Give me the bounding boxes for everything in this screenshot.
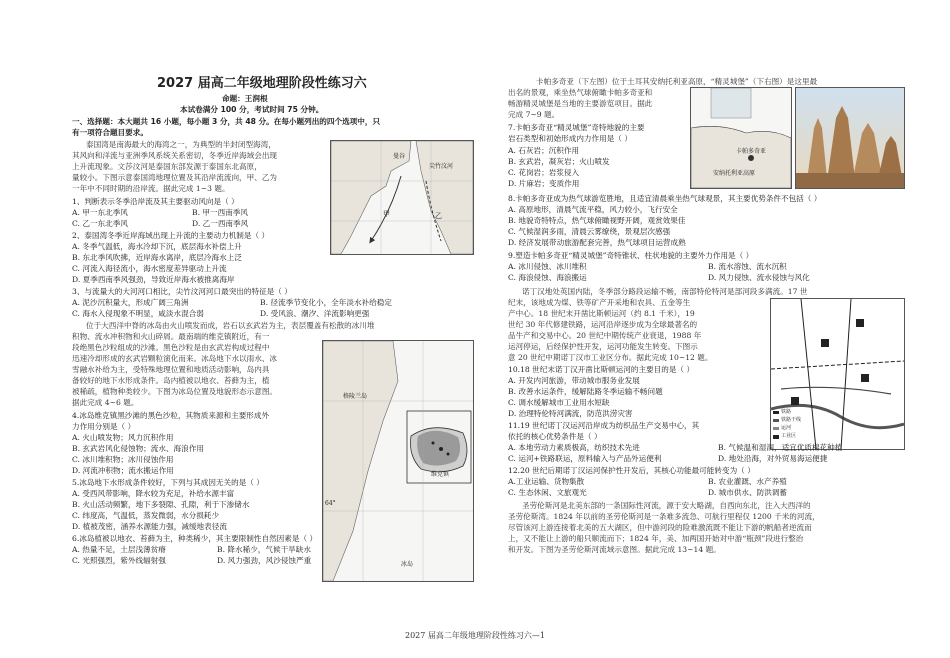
q5-option-d[interactable]: D. 植被茂密，涵养水源能力强，减缓地表径流	[72, 522, 227, 531]
question-1-stem: 1、判断表示冬季沿岸流及其主要驱动风向是（ ）	[72, 197, 239, 206]
q10-option-c[interactable]: C. 调水缓解城市工业用水短缺	[508, 398, 610, 407]
q9-option-b[interactable]: B. 流水溶蚀、流水沉积	[708, 262, 787, 271]
q12-option-a[interactable]: A.工业运输、货物集散	[508, 477, 585, 486]
q4-option-d[interactable]: D. 河流冲积物；流水搬运作用	[72, 466, 174, 475]
question-8-stem: 8.卡帕多奇亚成为热气球游览胜地，且适宜清晨乘坐热气球观景，其主要优势条件不包括（ ）	[508, 194, 822, 203]
passage-line: 上升流现象。文莎汶河是泰国东部发源于泰国东北高原，	[72, 162, 262, 171]
legend-industrial: 工业区	[781, 433, 797, 439]
q5-option-b[interactable]: B. 火山活动频繁，地下多裂隙、孔隙，利于下渗储水	[72, 500, 250, 509]
legend-railway: 铁路	[781, 409, 792, 415]
map-label-greenland: 格陵兰岛	[343, 393, 368, 400]
map-label-yi: 乙	[435, 212, 442, 220]
fairy-chimney-svg	[796, 88, 904, 188]
passage-line: 据此完成 4~6 题。	[72, 398, 139, 407]
q10-option-a[interactable]: A. 开发内河旅游，带动城市服务业发展	[508, 376, 640, 385]
passage-line: 诺丁汉地处英国内陆，冬季部分路段运输不畅，南部特伦特河是部河段多满流。17 世	[522, 287, 808, 296]
question-4-stem: 4.冰岛维克镇黑沙滩的黑色沙粒，其物质来源和主要形成外	[72, 411, 270, 420]
q3-option-c[interactable]: C. 海水入侵现象不明显，咸淡水混合弱	[72, 309, 204, 318]
map-label-lat: 64°	[325, 500, 336, 507]
q1-option-a[interactable]: A. 甲一东北季风	[72, 208, 128, 217]
q7-option-d[interactable]: D. 片麻岩；变质作用	[508, 179, 580, 188]
q8-option-a[interactable]: A. 高原地形，清晨气流平稳，风力较小，飞行安全	[508, 205, 678, 214]
iceland-map-svg	[323, 341, 473, 581]
passage-line: 产中心。18 世纪末开凿比斯顿运河（约 8.1 千米），19	[508, 309, 695, 318]
legend-canal: 运河	[781, 425, 792, 431]
q6-option-a[interactable]: A. 热量不足，土层浅薄贫瘠	[72, 545, 166, 554]
score-info: 本试卷满分 100 分，考试时间 75 分钟。	[180, 105, 324, 114]
turkey-map	[690, 87, 792, 189]
nottingham-map	[770, 298, 905, 450]
legend-main-railway: 铁路干线	[781, 417, 802, 423]
gulf-of-thailand-map	[330, 140, 474, 255]
passage-line: 泰国湾是南海最大的海湾之一，为典型的半封闭型海湾，	[86, 140, 276, 149]
iceland-map	[322, 340, 474, 582]
q2-option-c[interactable]: C. 河流入海径流小，海水密度差异驱动上升流	[72, 264, 227, 273]
passage-line: 备较好的地下水形成条件。岛内植被以地衣、苔藓为主，植	[72, 376, 270, 385]
passage-line: 迅速冷却形成的玄武岩颗粒演化而来。冰岛地下水以雨水、冰	[72, 354, 278, 363]
question-11-stem: 11.19 世纪诺丁汉运河沿岸成为纺织品生产交易中心，其	[508, 421, 700, 430]
q7-option-a[interactable]: A. 石灰岩；沉积作用	[508, 146, 580, 155]
q11-option-c[interactable]: C. 运河+铁路联运，原料输入与产品外运便利	[508, 454, 662, 463]
q2-option-b[interactable]: B. 东北季风吹拂，近岸海水离岸，底层冷海水上泛	[72, 253, 242, 262]
passage-line: 被稀疏，植物种类较少。下图为冰岛位置及地貌形态示意图。	[72, 387, 278, 396]
q3-option-b[interactable]: B. 径流季节变化小，全年淡水补给稳定	[260, 298, 392, 307]
q4-option-c[interactable]: C. 冰川堆积物；冰川侵蚀作用	[72, 455, 174, 464]
q9-option-c[interactable]: C. 海浪侵蚀、海浪搬运	[508, 273, 587, 282]
q5-option-c[interactable]: C. 纬度高，气温低，蒸发微弱，水分损耗少	[72, 511, 220, 520]
passage-line: 其风向和洋流与亚洲季风系统关系密切，冬季近岸海域会出现	[72, 151, 278, 160]
author-line: 命题：王润根	[222, 94, 268, 103]
q3-option-d[interactable]: D. 受风浪、潮汐、洋流影响更强	[260, 309, 370, 318]
map-label-anatolia: 安纳托利亚高原	[713, 170, 756, 177]
question-10-stem: 10.18 世纪末诺丁汉开凿比斯顿运河的主要目的是（ ）	[508, 365, 695, 374]
q12-option-c[interactable]: C. 生态休闲、文旅观光	[508, 488, 587, 497]
q2-option-d[interactable]: D. 夏季西南季风强劲，导致近岸海水被推离海岸	[72, 275, 235, 284]
passage-line: 段绝黑色沙粒组成的沙滩。黑色沙粒是由玄武岩构成过程中	[72, 343, 270, 352]
q10-option-d[interactable]: D. 治理特伦特河满流，防范洪涝灾害	[508, 409, 633, 418]
question-9-stem: 9.塑造卡帕多奇亚“精灵城堡”奇特锥状、柱状地貌的主要外力作用是（ ）	[508, 251, 754, 260]
passage-line: 和开发。下图为圣劳伦斯河流域示意图。据此完成 13~14 题。	[508, 545, 721, 554]
question-5-stem: 5.冰岛地下水形成条件较好，下列与其成因无关的是（ ）	[72, 478, 264, 487]
passage-line: 卡帕多奇亚（下左图）位于土耳其安纳托利亚高原，“精灵城堡”（下右图）是这里最	[536, 77, 818, 86]
q1-option-d[interactable]: D. 乙一西南季风	[192, 219, 249, 228]
passage-line: 尽管该河上游连接着北美的五大湖区，但中游河段的险难激流既不能让下游的帆船者逆流而	[508, 523, 812, 532]
map-label-river: 尖竹汶河	[429, 163, 454, 170]
map-label-iceland: 冰岛	[401, 561, 414, 568]
q11-option-b[interactable]: B. 气候温和湿润，适宜优质棉花种植	[718, 443, 843, 452]
map-label-vik: 维克镇	[431, 471, 450, 478]
q4-option-a[interactable]: A. 火山喷发物；风力沉积作用	[72, 433, 174, 442]
question-12-stem: 12.20 世纪后期诺丁汉运河保护性开发后，其核心功能最可能转变为（ ）	[508, 466, 755, 475]
question-4-stem-cont: 力作用分别是（ ）	[72, 422, 136, 431]
q12-option-b[interactable]: B. 农业灌溉、水产养殖	[708, 477, 787, 486]
q10-option-b[interactable]: B. 改善水运条件，缓解陆路冬季运输不畅问题	[508, 387, 663, 396]
passage-line: 完成 7~9 题。	[508, 110, 560, 119]
q2-option-a[interactable]: A. 冬季气温低，海水冷却下沉，底层海水补偿上升	[72, 242, 242, 251]
q7-option-c[interactable]: C. 花岗岩；岩浆侵入	[508, 168, 580, 177]
q8-option-b[interactable]: B. 地貌奇特特点，热气球俯瞰视野开阔，观赏效果佳	[508, 216, 686, 225]
passage-line: 量较小。下图示意泰国湾地理位置及其沿岸流流向，甲、乙为	[72, 173, 278, 182]
question-3-stem: 3、与流量大的大河河口相比，尖竹汶河河口最突出的特征是（ ）	[72, 287, 292, 296]
passage-line: 积物、流水冲积物和火山碎屑。最南端的维克镇附近，有一	[72, 332, 270, 341]
q1-option-c[interactable]: C. 乙一东北季风	[72, 219, 128, 228]
q11-option-d[interactable]: D. 地处沿海，对外贸易海运便捷	[718, 454, 828, 463]
fairy-chimney-photo	[795, 87, 905, 189]
section-heading: 一、选择题：本大题共 16 小题，每小题 3 分，共 48 分。在每小题列出的四个选项中，只	[72, 117, 381, 126]
passage-line: 出名的景观，乘坐热气球俯瞰卡帕多奇亚和	[508, 88, 653, 97]
q5-option-a[interactable]: A. 受西风带影响，降水较为充足，补给水源丰富	[72, 489, 235, 498]
passage-line: 畅游精灵城堡是当地的主要游览项目。据此	[508, 99, 653, 108]
q4-option-b[interactable]: B. 玄武岩风化侵蚀物；流水、海浪作用	[72, 444, 204, 453]
q11-option-a[interactable]: A. 本地劳动力素质极高，纺织技术先进	[508, 443, 640, 452]
passage-line: 世纪 30 年代修建铁路，运河沿岸逐步成为全球最著名的	[508, 320, 698, 329]
question-11-stem-cont: 依托的核心优势条件是（ ）	[508, 432, 602, 441]
q9-option-d[interactable]: D. 风力侵蚀、流水侵蚀与风化	[708, 273, 810, 282]
q6-option-b[interactable]: B. 降水稀少，气候干旱缺水	[217, 545, 311, 554]
question-2-stem: 2、泰国湾冬季近岸海域出现上升流的主要动力机制是（ ）	[72, 231, 270, 240]
passage-line: 一年中不同时期的沿岸流。据此完成 1~3 题。	[72, 184, 230, 193]
passage-line: 上，又不能让上游的船只顺流而下；1824 年，美、加两国开始对中游“瓶颈”段进行整治	[508, 534, 804, 543]
q1-option-b[interactable]: B. 甲一西南季风	[192, 208, 248, 217]
page-title: 2027 届高二年级地理阶段性练习六	[157, 76, 367, 91]
passage-line: 圣劳伦斯河是北美东部的一条国际性河流，源于安大略湖，自西向东北，注入大西洋的	[522, 501, 811, 510]
passage-line: 位于大西洋中脊的冰岛由火山喷发而成，岩石以玄武岩为主，表层覆盖有松散的冰川堆	[86, 321, 375, 330]
page-footer: 2027 届高二年级地理阶段性练习六—1	[405, 631, 545, 640]
passage-line: 意 20 世纪中期诺丁汉市工业区分布。据此完成 10~12 题。	[508, 353, 713, 362]
passage-line: 纪末，该地成为煤、铁等矿产开采地和农具、五金等生	[508, 298, 691, 307]
section-heading-cont: 有一项符合题目要求。	[72, 128, 148, 137]
q9-option-a[interactable]: A. 冰川侵蚀、冰川堆积	[508, 262, 587, 271]
q12-option-d[interactable]: D. 城市供水、防洪调蓄	[708, 488, 787, 497]
q6-option-d[interactable]: D. 风力强劲，风沙侵蚀严重	[217, 556, 312, 565]
passage-line: 雪融水补给为主，受特殊地理位置和地质活动影响，岛内具	[72, 365, 270, 374]
q3-option-a[interactable]: A. 泥沙沉积量大，形成广阔三角洲	[72, 298, 189, 307]
question-6-stem: 6.冰岛植被以地衣、苔藓为主，种类稀少，其主要限制性自然因素是（ ）	[72, 534, 318, 543]
question-7-stem-cont: 岩石类型和初始形成内力作用是（ ）	[508, 134, 632, 143]
map-label-jia: 甲	[383, 210, 390, 218]
passage-line: 品牛产和交易中心。20 世纪中期传统产业衰退，1988 年	[508, 331, 702, 340]
passage-line: 圣劳伦斯湾。1824 年以前的圣劳伦斯河是一条难多流急、可航行里程仅 1200 千米的河流，	[508, 512, 820, 521]
q8-option-d[interactable]: D. 经济发展带动旅游配套完善，热气球项目运营成熟	[508, 238, 686, 247]
question-7-stem: 7.卡帕多奇亚“精灵城堡”奇特地貌的主要	[508, 123, 645, 132]
q6-option-c[interactable]: C. 光照强烈，紫外线辐射强	[72, 556, 166, 565]
passage-line: 运河停运，后经保护性开发，运河功能发生转变。下图示	[508, 342, 698, 351]
q7-option-b[interactable]: B. 玄武岩，凝灰岩；火山喷发	[508, 157, 610, 166]
map-label-cappadocia: 卡帕多奇亚	[736, 148, 767, 155]
q8-option-c[interactable]: C. 气候湿润多雨，清晨云雾缭绕，景观层次感强	[508, 227, 671, 236]
map-label-bangkok: 曼谷	[393, 153, 406, 160]
